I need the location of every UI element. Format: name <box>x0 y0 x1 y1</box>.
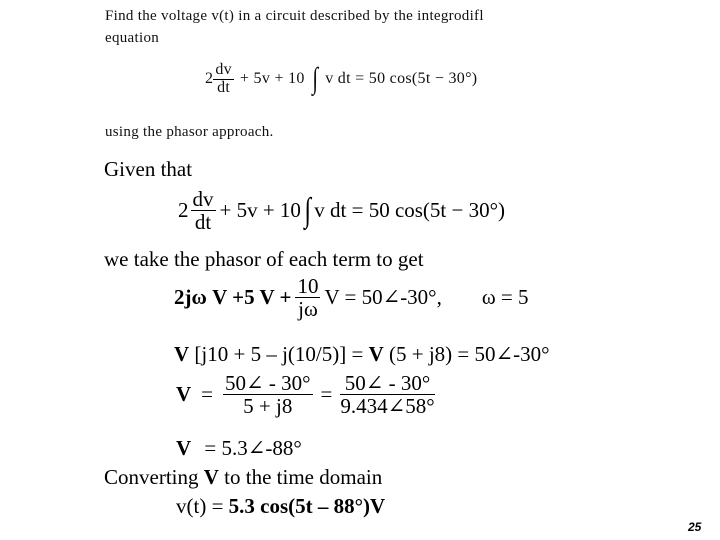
eq1-rhs: v dt = 50 cos(5t − 30°) <box>314 198 505 223</box>
conversion-text: Converting V to the time domain <box>104 465 383 489</box>
phasor-intro: we take the phasor of each term to get <box>104 247 424 271</box>
derivative-fraction: $\frac{dv}{dt}$ <box>215 61 232 96</box>
eq-coefficient: 2 <box>205 70 214 88</box>
given-heading: Given that <box>104 157 193 181</box>
eq1-terms: + 5v + 10 <box>219 198 301 223</box>
eq4-lhs: V <box>176 382 192 407</box>
problem-line-2: equation <box>105 30 160 46</box>
eq2-fraction: $\frac{10}{j\omega}$ <box>297 274 319 322</box>
impedance-equation: V [j10 + 5 – j(10/5)] = V (5 + j8) = 50∠-30° <box>174 342 550 366</box>
eq1-integral-sign: ∫ <box>304 191 311 229</box>
page-number: 25 <box>688 520 702 534</box>
problem-line-1: Find the voltage v(t) in a circuit described by the integrodifl <box>105 8 484 24</box>
problem-equation <box>205 62 477 97</box>
omega-value: ω = 5 <box>481 285 529 310</box>
result-phasor: V = 5.3∠-88° <box>176 436 302 460</box>
eq2-lead: 2jω V +5 V + <box>174 285 292 310</box>
integral-sign: ∫ <box>311 62 318 96</box>
eq1-coefficient: 2 <box>178 198 189 223</box>
phasor-equation <box>174 275 529 320</box>
eq4-fraction-2: $\frac{50\angle - 30^\circ}{9.434\angle 58^\circ}$ <box>340 371 435 419</box>
eq1-derivative-fraction: $\frac{dv}{dt}$ <box>192 187 214 235</box>
eq-terms: + 5v + 10 <box>239 70 305 88</box>
eq-rhs: v dt = 50 cos(5t − 30°) <box>325 70 478 88</box>
final-answer: v(t) = 5.3 cos(5t – 88°)V <box>176 494 386 518</box>
eq2-tail: V = 50∠-30°, <box>324 285 442 310</box>
problem-line-3: using the phasor approach. <box>105 124 274 140</box>
given-equation <box>178 188 505 233</box>
eq4-fraction-1: $\frac{50\angle - 30^\circ}{5 + j8}$ <box>225 371 311 419</box>
division-equation: V = $\frac{50\angle - 30^\circ}{5 + j8}$ = $\frac{50\angle - 30^\circ}{9.434\angle 58^\circ}$ <box>176 371 435 419</box>
